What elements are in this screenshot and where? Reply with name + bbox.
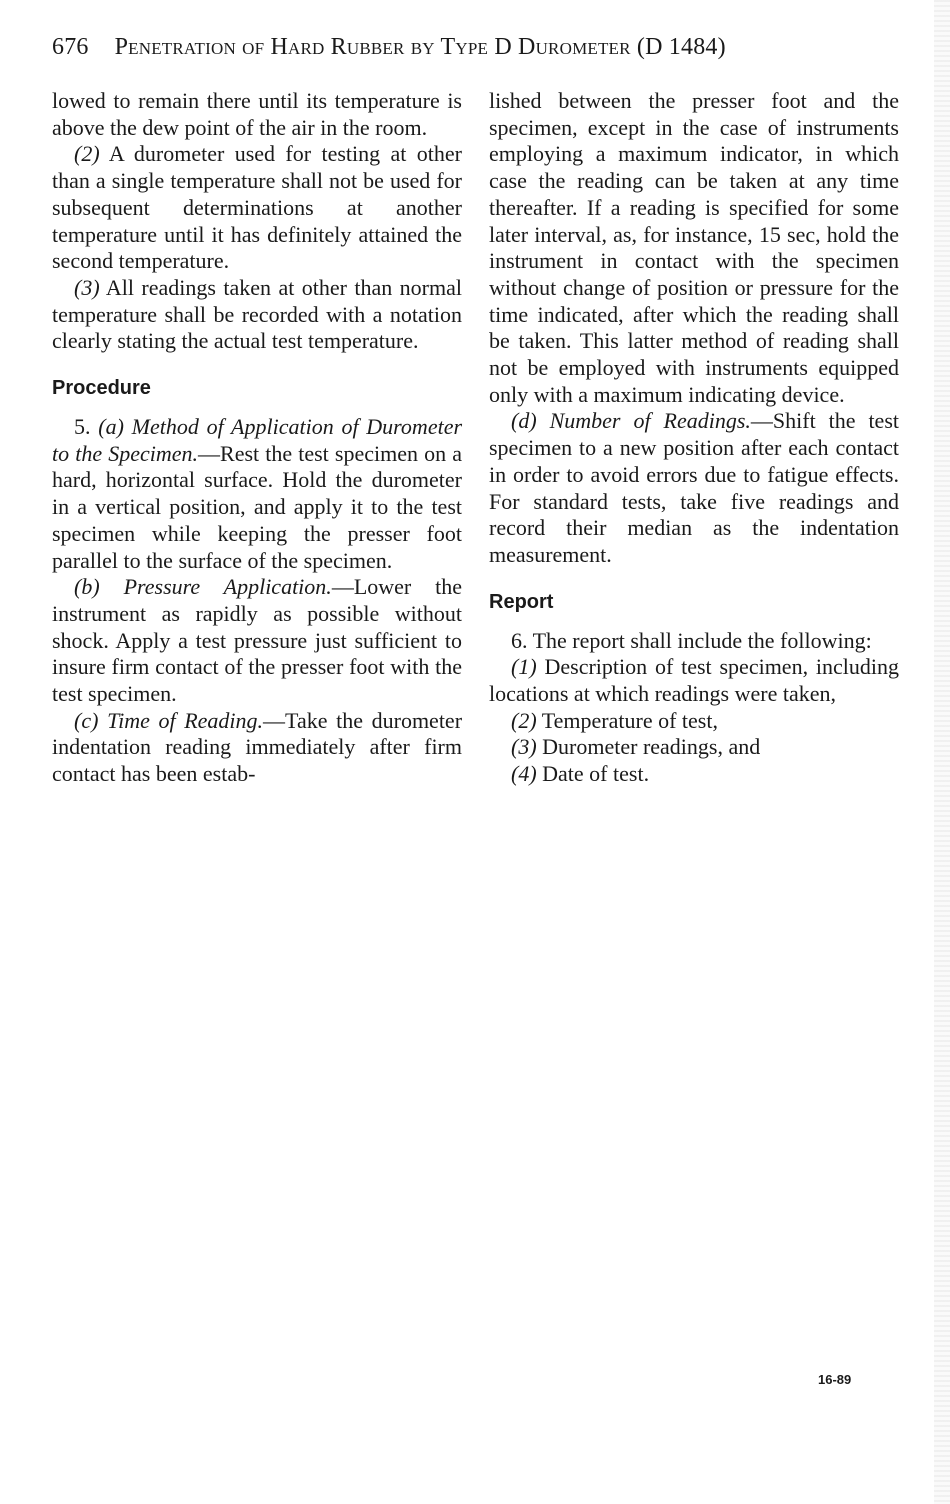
page-number: 676: [52, 34, 89, 60]
paragraph-5c-continued: lished between the presser foot and the specimen, except in the case of instruments employing a maximum indicator, in which case the reading can be taken at any time thereafter. If a reading is specified for some later interval, as, for instance, 15 sec, hold the instrument in contact with the specimen without change of position or pressure for the time indicated, after which the reading shall be taken. This latter method of reading shall not be employed with instruments equipped only with a maximum indicating device.: [489, 88, 899, 407]
paragraph-5c: (c) Time of Reading.—Take the durometer indentation reading immediately after firm contact has been estab-: [52, 707, 463, 787]
paragraph-6: 6. The report shall include the following:: [511, 627, 872, 653]
paragraph-continued: lowed to remain there until its temperature is above the dew point of the air in the room.: [52, 88, 462, 140]
left-column: [52, 88, 462, 788]
report-item-4: (4) Date of test.: [511, 761, 650, 787]
running-title: Penetration of Hard Rubber by Type D Durometer (D 1484): [114, 34, 726, 60]
paragraph-5b: (b) Pressure Application.—Lower the instrument as rapidly as possible without shock. Apply a test pressure just sufficient to insure firm contact of the presser foot with the test specimen.: [52, 574, 463, 707]
footer-code: 16-89: [818, 1372, 852, 1387]
right-column: [489, 88, 899, 788]
paragraph-item-3: (3) All readings taken at other than normal temperature shall be recorded with a notation clearly stating the actual test temperature.: [52, 274, 462, 354]
section-heading-report: Report: [489, 590, 554, 613]
running-header: [52, 32, 912, 62]
paragraph-5a: 5. (a) Method of Application of Durometer to the Specimen.—Rest the test specimen on a hard, horizontal surface. Hold the durometer in a vertical position, and apply it to the test specimen while keeping the presser foot parallel to the surface of the specimen.: [52, 414, 463, 573]
page-edge-shading: [934, 0, 950, 1504]
report-item-2: (2) Temperature of test,: [511, 707, 718, 733]
paragraph-item-2: (2) A durometer used for testing at other than a single temperature shall not be used for subsequent determinations at another temperature until it has definitely attained the second temperature.: [52, 141, 462, 274]
report-item-3: (3) Durometer readings, and: [511, 734, 761, 760]
report-item-1: (1) Description of test specimen, including locations at which readings were taken,: [489, 654, 899, 707]
section-heading-procedure: Procedure: [52, 377, 151, 400]
paragraph-5d: (d) Number of Readings.—Shift the test specimen to a new position after each contact in order to avoid errors due to fatigue effects. For standard tests, take five readings and record their median as the indentation measurement.: [489, 408, 899, 567]
